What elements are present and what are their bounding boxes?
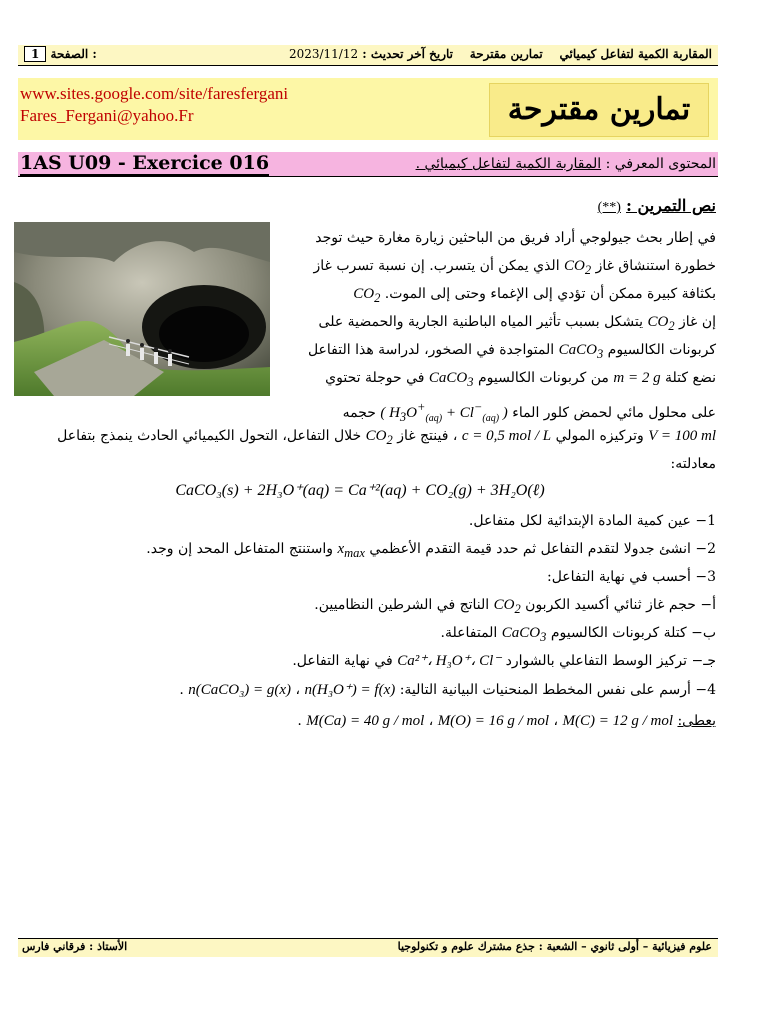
question-2 (146, 539, 716, 563)
page-footer (18, 938, 718, 957)
math-concentration: c = 0,5 mol / L (461, 428, 552, 444)
content-value: المقاربة الكمية لتفاعل كيميائي . (415, 156, 602, 172)
page-indicator (22, 46, 97, 62)
question-3c (292, 651, 716, 671)
math-ions: Ca²⁺، H₃O⁺، Cl⁻ (397, 653, 502, 669)
text-fragment: إن غاز (679, 314, 716, 330)
text-fragment: على محلول مائي لحمض كلور الماء (512, 405, 716, 421)
text-fragment: المتفاعلة. (440, 625, 498, 641)
text-line-3 (353, 284, 716, 308)
text-fragment: أ− حجم غاز ثنائي أكسيد الكربون (525, 597, 716, 613)
page-label: الصفحة : (50, 47, 97, 61)
text-fragment: الناتج في الشرطين النظاميين. (314, 597, 490, 613)
math-co2: $CO_2$ (564, 258, 592, 277)
text-fragment: كربونات الكالسيوم (607, 342, 716, 358)
math-acid: ( $H_3O^+_{(aq)} + Cl^-_{(aq)}$ ) (380, 400, 508, 424)
website-link[interactable]: www.sites.google.com/site/faresfergani (20, 84, 289, 103)
footer-course: علوم فيزيائية – أولى ثانوي – الشعبة : جذع مشترك علوم و تكنولوجيا (397, 940, 712, 953)
text-fragment: من كربونات الكالسيوم (477, 370, 609, 386)
exercise-heading-text: نص التمرين : (626, 196, 716, 215)
text-fragment: في نهاية التفاعل. (292, 653, 393, 669)
text-line-4 (319, 312, 716, 336)
text-fragment: جـ− تركيز الوسط التفاعلي بالشوارد (505, 653, 716, 669)
page-header (18, 45, 718, 66)
question-3: 3− أحسب في نهاية التفاعل: (546, 569, 716, 585)
math-co2: $CO_2$ (353, 286, 381, 305)
text-line-1: في إطار بحث جيولوجي أراد فريق من الباحثين زيارة مغارة حيث توجد (315, 230, 716, 246)
math-co2: $CO_2$ (647, 314, 675, 333)
text-line-8 (20, 426, 716, 450)
header-title: المقاربة الكمية لتفاعل كيميائي (559, 47, 712, 61)
text-line-2 (314, 256, 716, 280)
email-link[interactable]: Fares_Fergani@yahoo.Fr (20, 106, 194, 125)
math-co2: $CO_2$ (493, 597, 521, 616)
math-function-g: n(CaCO₃) = g(x) (188, 682, 292, 698)
text-fragment: الذي يمكن أن يتسرب. إن نسبة تسرب غاز (313, 258, 560, 274)
question-3a (314, 595, 716, 619)
text-fragment: وتركيزه المولي (555, 428, 644, 444)
text-line-5 (308, 340, 716, 364)
update-date: 2023/11/12 (288, 47, 359, 61)
molar-mass-o: M(O) = 16 g / mol (437, 713, 550, 729)
text-fragment: بكثافة كبيرة ممكن أن تؤدي إلى الإغماء وحتى إلى الموت. (384, 286, 716, 302)
cave-photo (14, 222, 270, 396)
text-fragment: يتشكل بسبب تأثير المياه الباطنية الجارية والحمضية على (318, 314, 644, 330)
molar-mass-ca: M(Ca) = 40 g / mol (306, 713, 425, 729)
math-function-f: n(H₃O⁺) = f(x) (304, 682, 396, 698)
text-fragment: المتواجدة في الصخور، لدراسة هذا التفاعل (307, 342, 555, 358)
text-fragment: في حوجلة تحتوي (325, 370, 425, 386)
update-label: تاريخ آخر تحديث : (362, 47, 454, 61)
page-number: 1 (24, 46, 46, 62)
text-fragment: نضع كتلة (665, 370, 716, 386)
math-caco3: CaCO$_3$ (558, 342, 604, 361)
math-volume: V = 100 ml (648, 428, 716, 444)
given-data: يعطى: M(C) = 12 g / mol ، M(O) = 16 g / mol ، M(Ca) = 40 g / mol . (297, 713, 716, 729)
exercise-heading (598, 196, 716, 216)
question-4: 4− أرسم على نفس المخطط المنحنيات البيانية التالية: n(H₃O⁺) = f(x) ، n(CaCO₃) = g(x) . (179, 682, 716, 698)
math-co2: $CO_2$ (365, 428, 393, 447)
question-3b (441, 623, 716, 647)
text-fragment: خلال التفاعل، التحول الكيميائي الحادث ينمذج بتفاعل (57, 428, 362, 444)
text-fragment: ، فينتج غاز (397, 428, 458, 444)
given-label: يعطى: (677, 713, 716, 729)
author-contact (20, 83, 288, 127)
difficulty-stars: (**) (597, 200, 621, 215)
text-fragment: واستنتج المتفاعل المحد إن وجد. (146, 541, 333, 557)
math-caco3: CaCO$_3$ (501, 625, 547, 644)
text-fragment: خطورة استنشاق غاز (595, 258, 716, 274)
text-fragment: 2− انشئ جدولا لتقدم التفاعل ثم حدد قيمة التقدم الأعظمي (369, 541, 716, 557)
content-label: المحتوى المعرفي : (605, 156, 716, 172)
text-line-9: معادلته: (670, 456, 716, 472)
reaction-equation: CaCO₃(s) + 2H₃O⁺(aq) = Ca⁺²(aq) + CO₂(g) + 3H₂O(ℓ) (175, 482, 545, 499)
math-xmax: $x_{max}$ (337, 541, 365, 560)
math-mass: m = 2 g (613, 370, 661, 386)
question-1: 1− عين كمية المادة الإبتدائية لكل متفاعل. (468, 513, 716, 529)
text-line-6 (325, 368, 716, 392)
text-fragment: حجمه (342, 405, 376, 421)
math-caco3: CaCO$_3$ (428, 370, 474, 389)
text-fragment: ب− كتلة كربونات الكالسيوم (550, 625, 716, 641)
footer-teacher: الأستاذ : فرقاني فارس (22, 940, 128, 953)
text-line-7 (343, 397, 716, 429)
content-line (416, 156, 716, 172)
header-section: تمارين مقترحة (469, 47, 543, 61)
header-title-line (289, 47, 712, 61)
banner-title: تمارين مقترحة (489, 83, 709, 137)
text-fragment: 4− أرسم على نفس المخطط المنحنيات البيانية التالية: (399, 682, 716, 698)
exercise-code: 1AS U09 - Exercice 016 (20, 152, 270, 174)
molar-mass-c: M(C) = 12 g / mol (562, 713, 674, 729)
